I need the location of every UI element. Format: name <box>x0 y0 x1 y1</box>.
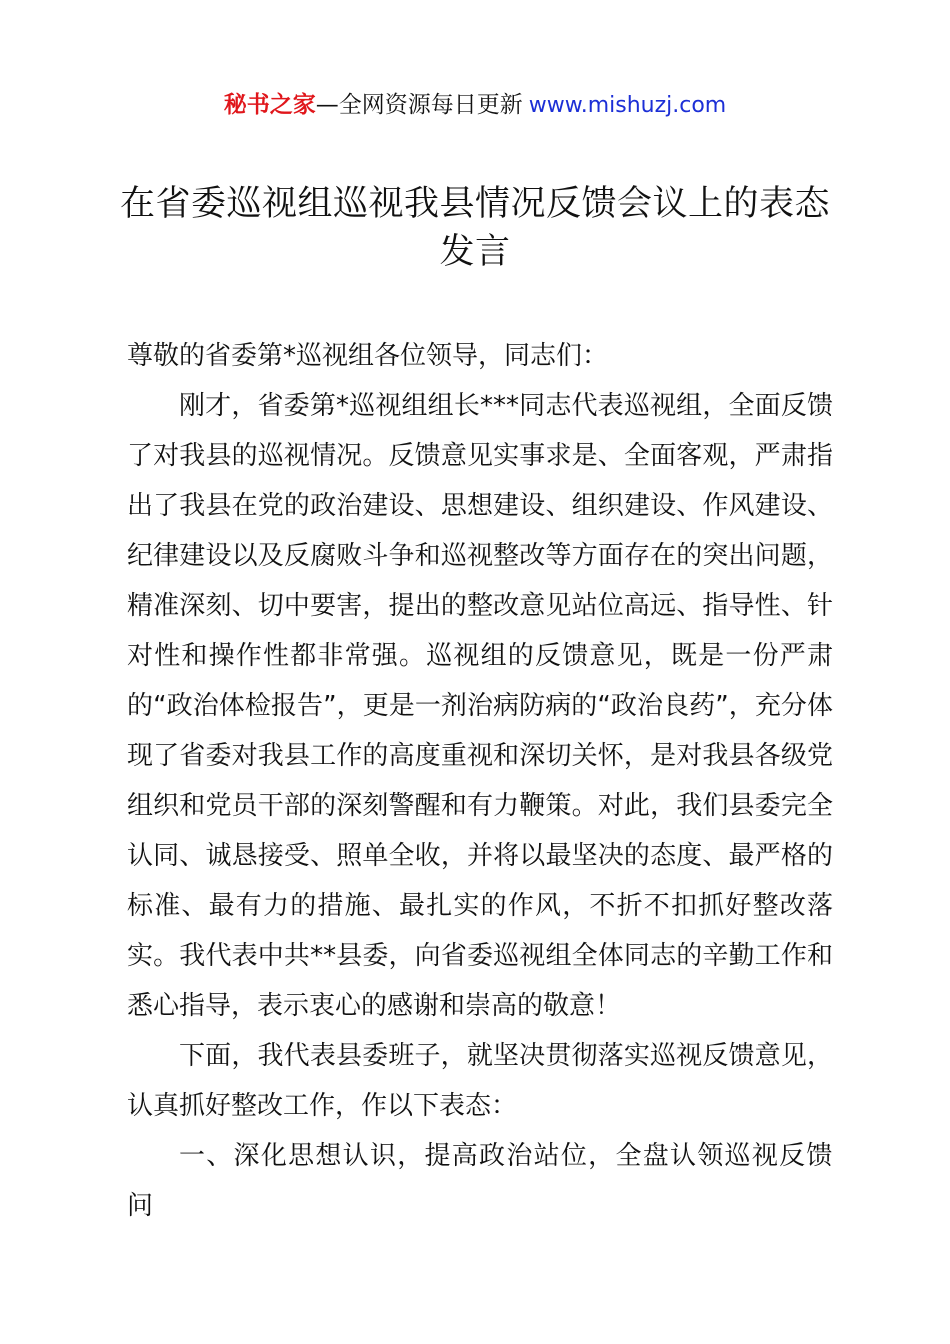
paragraph: 下面，我代表县委班子，就坚决贯彻落实巡视反馈意见，认真抓好整改工作，作以下表态： <box>127 1041 833 1121</box>
site-header <box>0 88 950 123</box>
paragraph: 刚才，省委第*巡视组组长***同志代表巡视组，全面反馈了对我县的巡视情况。反馈意见实事求是、全面客观，严肃指出了我县在党的政治建设、思想建设、组织建设、作风建设、纪律建设以及反腐败斗争和巡视整改等方面存在的突出问题，精准深刻、切中要害，提出的整改意见站位高远、指导性、针对性和操作性都非常强。巡视组的反馈意见，既是一份严肃的“政治体检报告”，更是一剂治病防病的“政治良药”，充分体现了省委对我县工作的高度重视和深切关怀，是对我县各级党组织和党员干部的深刻警醒和有力鞭策。对此，我们县委完全认同、诚恳接受、照单全收，并将以最坚决的态度、最严格的标准、最有力的措施、最扎实的作风，不折不扣抓好整改落实。我代表中共**县委，向省委巡视组全体同志的辛勤工作和悉心指导，表示衷心的感谢和崇高的敬意！ <box>127 391 833 1021</box>
salutation: 尊敬的省委第*巡视组各位领导，同志们： <box>127 341 609 371</box>
document-body <box>127 331 833 1231</box>
brand-name: 秘书之家 <box>223 92 316 118</box>
section-heading: 一、深化思想认识，提高政治站位，全盘认领巡视反馈问 <box>127 1141 833 1221</box>
title-line-2: 发言 <box>439 232 511 272</box>
site-url-link[interactable]: www.mishuzj.com <box>528 93 727 118</box>
title-line-1: 在省委巡视组巡视我县情况反馈会议上的表态 <box>119 184 830 224</box>
document-title <box>110 180 840 276</box>
header-tagline: 全网资源每日更新 <box>338 92 523 118</box>
header-dash: — <box>315 92 339 118</box>
